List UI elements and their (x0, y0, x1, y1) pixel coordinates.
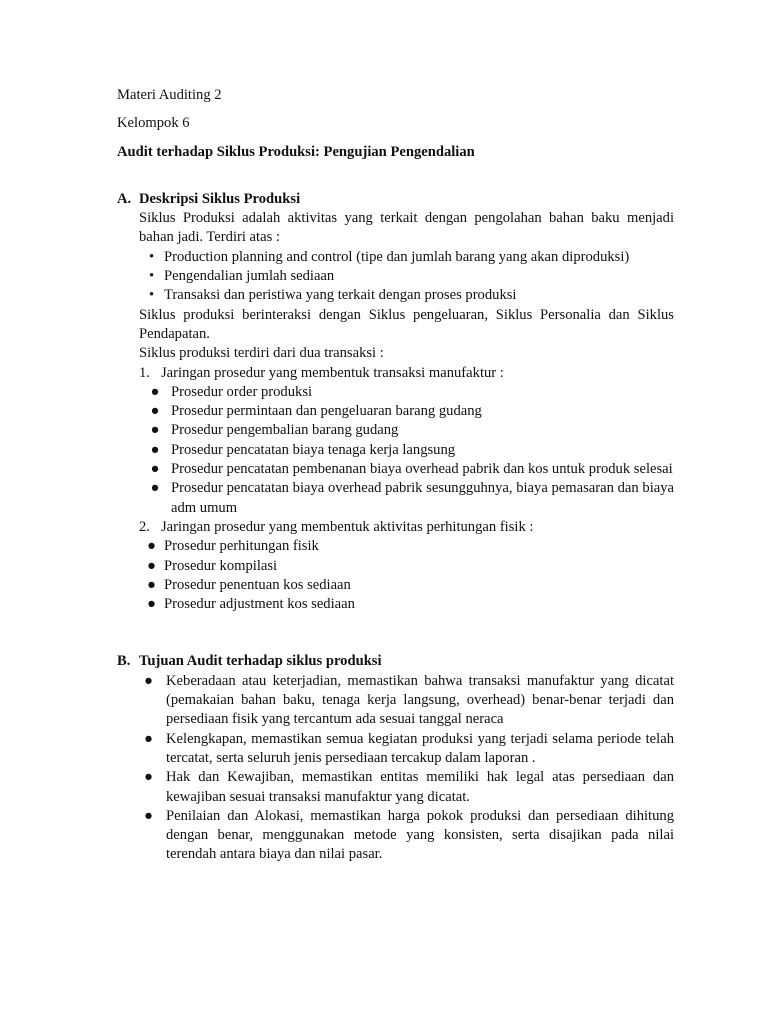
list-item: • Pengendalian jumlah sediaan (117, 267, 674, 286)
bullet-icon: ● (144, 769, 153, 786)
numbered-item-2 (117, 518, 674, 537)
list-item: ● Prosedur pencatatan biaya overhead pabrik sesungguhnya, biaya pemasaran dan biaya adm umum (117, 479, 674, 518)
section-a-heading (117, 190, 674, 209)
section-a (117, 190, 674, 615)
list-item: ● Prosedur pencatatan biaya tenaga kerja langsung (117, 441, 674, 460)
bullet-icon: ● (144, 807, 153, 824)
bullet-icon: ● (144, 730, 153, 747)
document-body (117, 86, 674, 865)
list-item: ● Prosedur perhitungan fisik (117, 537, 674, 556)
list-item: ● Penilaian dan Alokasi, memastikan harga pokok produksi dan persediaan dihitung dengan benar, menggunakan metode yang konsisten, serta disajikan pada nilai terendah antara biaya dan nilai pasar. (117, 807, 674, 865)
list-item: ● Kelengkapan, memastikan semua kegiatan produksi yang terjadi selama periode telah tercatat, serta seluruh jenis persediaan tercakup dalam laporan . (117, 730, 674, 769)
bullet-icon: ● (150, 422, 160, 439)
physical-count-procedure-list (117, 537, 674, 614)
course-title: Materi Auditing 2 (117, 87, 222, 103)
section-a-title: Deskripsi Siklus Produksi (139, 190, 301, 207)
transactions-intro: Siklus produksi terdiri dari dua transaksi : (139, 345, 384, 362)
bullet-icon: • (148, 248, 155, 265)
bullet-icon: ● (150, 403, 160, 420)
section-b-heading (117, 652, 674, 671)
list-item: ● Prosedur pencatatan pembenanan biaya overhead pabrik dan kos untuk produk selesai (117, 460, 674, 479)
list-item: ● Prosedur kompilasi (117, 557, 674, 576)
bullet-icon: ● (147, 557, 156, 574)
bullet-icon: ● (147, 538, 156, 555)
section-a-intro: Siklus Produksi adalah aktivitas yang terkait dengan pengolahan bahan baku menjadi bahan jadi. Terdiri atas : (139, 210, 674, 246)
section-b (117, 652, 674, 864)
bullet-icon: • (148, 287, 155, 304)
bullet-icon: ● (147, 596, 156, 613)
audit-objectives-list (117, 672, 674, 865)
section-b-title: Tujuan Audit terhadap siklus produksi (139, 653, 382, 670)
bullet-icon: ● (147, 576, 156, 593)
document-title: Audit terhadap Siklus Produksi: Pengujian Pengendalian (117, 143, 475, 160)
item-text: Jaringan prosedur yang membentuk transaksi manufaktur : (161, 364, 504, 381)
item-number: 1. (139, 364, 150, 381)
bullet-icon: ● (150, 441, 160, 458)
item-number: 2. (139, 518, 150, 535)
bullet-icon: • (148, 268, 155, 285)
production-cycle-list (117, 248, 674, 306)
numbered-item-1 (117, 364, 674, 383)
manufacturing-procedure-list (117, 383, 674, 518)
cycle-interaction-text: Siklus produksi berinteraksi dengan Siklus pengeluaran, Siklus Personalia dan Siklus Pendapatan. (139, 306, 674, 342)
list-item: ● Keberadaan atau keterjadian, memastikan bahwa transaksi manufaktur yang dicatat (pemakaian bahan baku, tenaga kerja langsung, overhead) benar-benar terjadi dan persediaan fisik yang tercantum ada sesuai tanggal neraca (117, 672, 674, 730)
bullet-icon: ● (150, 383, 160, 400)
bullet-icon: ● (150, 480, 160, 497)
list-item: ● Prosedur order produksi (117, 383, 674, 402)
item-text: Jaringan prosedur yang membentuk aktivitas perhitungan fisik : (161, 518, 534, 535)
bullet-icon: ● (144, 672, 153, 689)
section-b-label: B. (117, 653, 131, 670)
list-item: ● Prosedur penentuan kos sediaan (117, 576, 674, 595)
section-a-label: A. (117, 190, 132, 207)
list-item: • Production planning and control (tipe dan jumlah barang yang akan diproduksi) (117, 248, 674, 267)
list-item: ● Hak dan Kewajiban, memastikan entitas memiliki hak legal atas persediaan dan kewajiban sesuai transaksi manufaktur yang dicatat. (117, 768, 674, 807)
list-item: • Transaksi dan peristiwa yang terkait dengan proses produksi (117, 286, 674, 305)
list-item: ● Prosedur adjustment kos sediaan (117, 595, 674, 614)
group-name: Kelompok 6 (117, 115, 190, 132)
list-item: ● Prosedur pengembalian barang gudang (117, 421, 674, 440)
bullet-icon: ● (150, 461, 160, 478)
list-item: ● Prosedur permintaan dan pengeluaran barang gudang (117, 402, 674, 421)
